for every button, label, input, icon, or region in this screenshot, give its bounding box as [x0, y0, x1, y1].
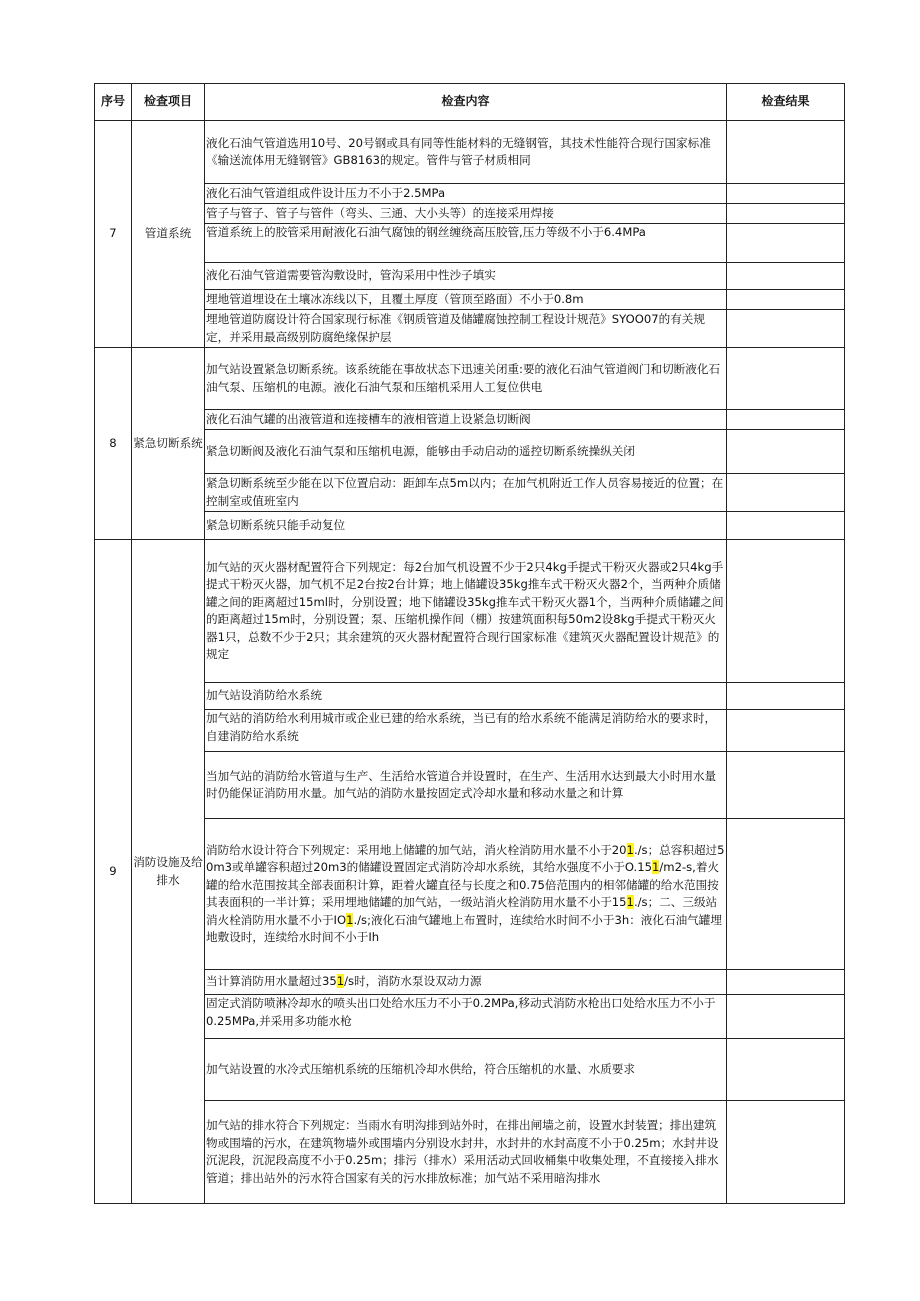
table-row	[95, 290, 845, 310]
check-content: 紧急切断系统只能手动复位	[205, 512, 727, 540]
check-result-cell[interactable]	[727, 710, 845, 752]
check-content: 加气站设置紧急切断系统。该系统能在事故状态下迅速关闭重:要的液化石油气管道阀门和切断液化石油气泵、压缩机的电源。液化石油气泵和压缩机采用人工复位供电	[205, 348, 727, 410]
check-content: 加气站的排水符合下列规定：当雨水有明沟排到站外时，在排出闸墙之前，设置水封装置；排出建筑物或围墙的污水，在建筑物墙外或围墙内分别设水封井，水封井的水封高度不小于0.25m；水封井设沉泥段，沉泥段高度不小于0.25m；排污（排水）采用活动式回收桶集中收集处理，不直接接入排水管道；排出站外的污水符合国家有关的污水排放标准；加气站不采用暗沟排水	[205, 1101, 727, 1204]
check-content: 管子与管子、管子与管件（弯头、三通、大小头等）的连接采用焊接	[205, 204, 727, 224]
header-item: 检查项目	[132, 84, 205, 121]
check-content: 液化石油气罐的出液管道和连接槽车的液相管道上设紧急切断阀	[205, 410, 727, 430]
check-result-cell[interactable]	[727, 683, 845, 710]
table-row	[95, 184, 845, 204]
table-row	[95, 224, 845, 263]
check-content: 加气站的消防给水利用城市或企业已建的给水系统，当已有的给水系统不能满足消防给水的要求时，自建消防给水系统	[205, 710, 727, 752]
section-no: 7	[95, 121, 132, 348]
table-row	[95, 995, 845, 1039]
check-content: 当加气站的消防给水管道与生产、生活给水管道合并设置时，在生产、生活用水达到最大小时用水量时仍能保证消防用水量。加气站的消防水量按固定式冷却水量和移动水量之和计算	[205, 752, 727, 819]
table-row	[95, 970, 845, 995]
check-content: 紧急切断系统至少能在以下位置启动：距卸车点5m以内；在加气机附近工作人员容易接近的位置；在控制室或值班室内	[205, 474, 727, 512]
check-result-cell[interactable]	[727, 474, 845, 512]
table-row	[95, 430, 845, 474]
check-result-cell[interactable]	[727, 540, 845, 683]
inspection-table	[94, 83, 845, 1204]
check-content: 加气站的灭火器材配置符合下列规定：每2台加气机设置不少于2只4kg手提式干粉灭火器或2只4kg手提式干粉灭火器，加气机不足2台按2台计算；地上储罐设35kg推车式干粉灭火器2个，当两种介质储罐之间的距离超过15ml时，分别设置；地下储罐设35kg推车式干粉灭火器1个，当两种介质储罐之间的距离超过15m时，分别设置；泵、压缩机操作间（棚）按建筑面积每50m2设8kg手提式干粉灭火器1只，总数不少于2只；其余建筑的灭火器材配置符合现行国家标准《建筑灭火器配置设计规范》的规定	[205, 540, 727, 683]
check-result-cell[interactable]	[727, 348, 845, 410]
check-content: 液化石油气管道需要管沟敷设时，管沟采用中性沙子填实	[205, 263, 727, 290]
check-content: 管道系统上的胶管采用耐液化石油气腐蚀的钢丝缠绕高压胶管,压力等级不小于6.4MPa	[205, 224, 727, 263]
section-no: 8	[95, 348, 132, 540]
header-no: 序号	[95, 84, 132, 121]
table-row	[95, 819, 845, 970]
check-result-cell[interactable]	[727, 752, 845, 819]
check-content: 液化石油气管道组成件设计压力不小于2.5MPa	[205, 184, 727, 204]
check-content-pump-power: 当计算消防用水量超过351/s时，消防水泵设双动力源	[205, 970, 727, 995]
check-result-cell[interactable]	[727, 819, 845, 970]
table-row	[95, 1101, 845, 1204]
header-result: 检查结果	[727, 84, 845, 121]
check-content-fire-water: 消防给水设计符合下列规定：采用地上储罐的加气站，消火栓消防用水量不小于201./s；总容积超过50m3或单罐容积超过20m3的储罐设置固定式消防冷却水系统，其给水强度不小于O.151/m2-s,着火罐的给水范围按其全部表面积计算，距着火罐直径与长度之和0.75倍范围内的相邻储罐的给水范围按其表面积的一半计算；采用埋地储罐的加气站，一级站消火栓消防用水量不小于151./s；二、三级站消火栓消防用水量不小于IO1./s;液化石油气罐地上布置时，连续给水时间不小于3h：液化石油气罐埋地敷设时，连续给水时间不小于Ih	[205, 819, 727, 970]
table-row	[95, 710, 845, 752]
table-row	[95, 410, 845, 430]
table-row	[95, 204, 845, 224]
check-content: 固定式消防喷淋冷却水的喷头出口处给水压力不小于0.2MPa,移动式消防水枪出口处给水压力不小于0.25MPa,并采用多功能水枪	[205, 995, 727, 1039]
table-row	[95, 348, 845, 410]
table-row	[95, 512, 845, 540]
check-result-cell[interactable]	[727, 121, 845, 184]
check-result-cell[interactable]	[727, 1039, 845, 1101]
table-row	[95, 1039, 845, 1101]
check-content: 加气站设消防给水系统	[205, 683, 727, 710]
header-content: 检查内容	[205, 84, 727, 121]
table-row	[95, 683, 845, 710]
check-result-cell[interactable]	[727, 204, 845, 224]
check-result-cell[interactable]	[727, 184, 845, 204]
table-row	[95, 752, 845, 819]
check-result-cell[interactable]	[727, 310, 845, 348]
table-row	[95, 474, 845, 512]
check-result-cell[interactable]	[727, 995, 845, 1039]
check-content: 埋地管道埋设在土壤冰冻线以下，且覆土厚度（管顶至路面）不小于0.8m	[205, 290, 727, 310]
check-result-cell[interactable]	[727, 970, 845, 995]
check-result-cell[interactable]	[727, 290, 845, 310]
table-row	[95, 540, 845, 683]
check-content: 加气站设置的水冷式压缩机系统的压缩机冷却水供给，符合压缩机的水量、水质要求	[205, 1039, 727, 1101]
check-result-cell[interactable]	[727, 410, 845, 430]
table-row	[95, 263, 845, 290]
check-result-cell[interactable]	[727, 1101, 845, 1204]
check-content: 紧急切断阀及液化石油气泵和压缩机电源，能够由手动启动的遥控切断系统操纵关闭	[205, 430, 727, 474]
header-row	[95, 84, 845, 121]
section-item: 管道系统	[132, 121, 205, 348]
table-row	[95, 121, 845, 184]
section-item: 紧急切断系统	[132, 348, 205, 540]
check-result-cell[interactable]	[727, 512, 845, 540]
check-result-cell[interactable]	[727, 430, 845, 474]
check-result-cell[interactable]	[727, 263, 845, 290]
check-content: 埋地管道防腐设计符合国家现行标准《钢质管道及储罐腐蚀控制工程设计规范》SYOO07的有关规定，并采用最高级别防腐绝缘保护层	[205, 310, 727, 348]
table-row	[95, 310, 845, 348]
check-result-cell[interactable]	[727, 224, 845, 263]
check-content: 液化石油气管道选用10号、20号钢或具有同等性能材料的无缝钢管，其技术性能符合现行国家标准《输送流体用无缝钢管》GB8163的规定。管件与管子材质相同	[205, 121, 727, 184]
section-item: 消防设施及给排水	[132, 540, 205, 1204]
section-no: 9	[95, 540, 132, 1204]
